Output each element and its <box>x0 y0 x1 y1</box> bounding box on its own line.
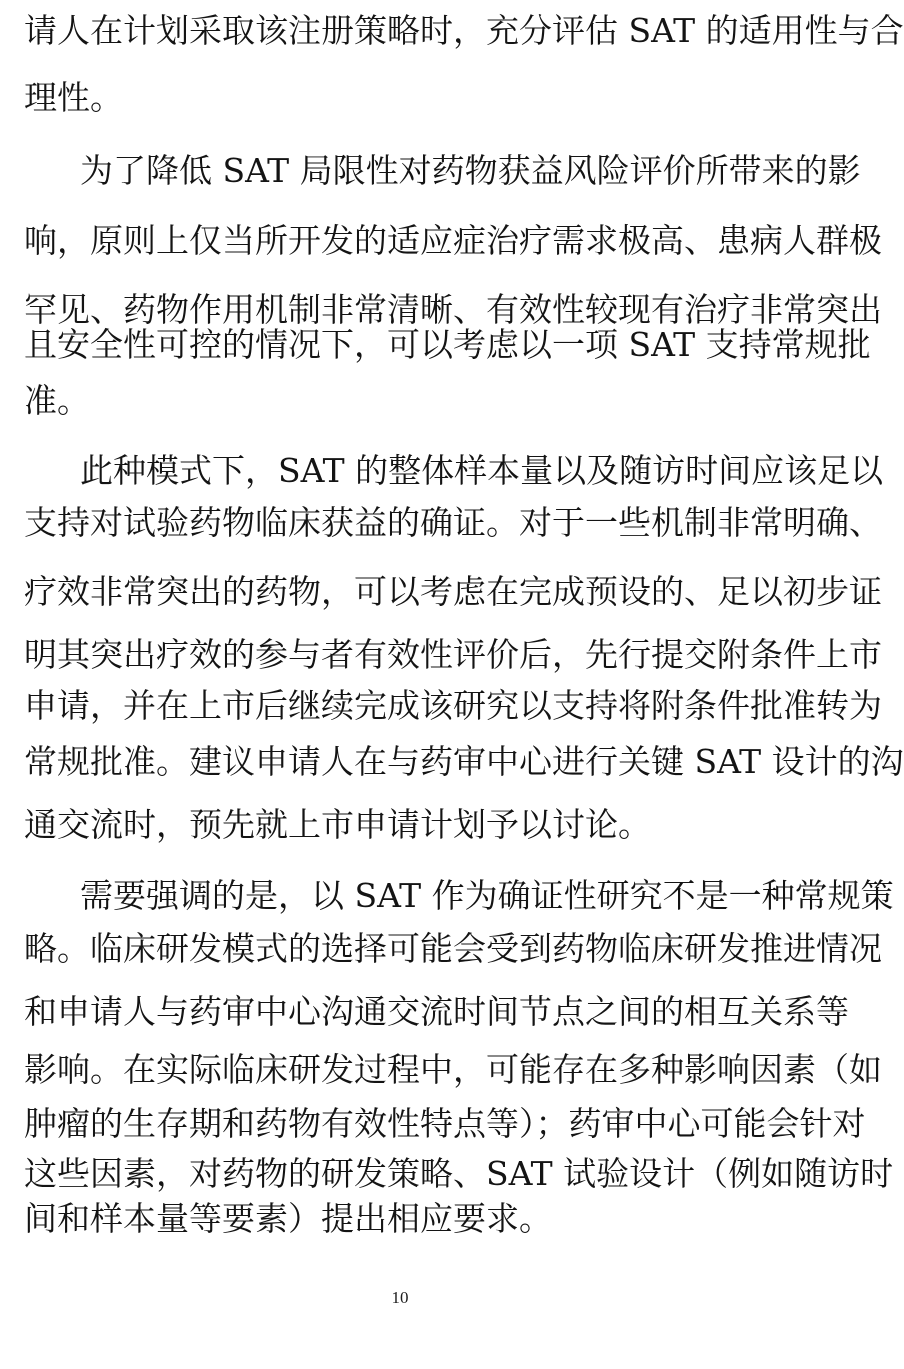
body-text-line: 申请，并在上市后继续完成该研究以支持将附条件批准转为 <box>24 686 882 725</box>
body-text-line: 影响。在实际临床研发过程中，可能存在多种影响因素（如 <box>24 1050 882 1089</box>
body-text-line: 明其突出疗效的参与者有效性评价后，先行提交附条件上市 <box>24 635 882 674</box>
paragraph-first-line: 需要强调的是，以 SAT 作为确证性研究不是一种常规策 <box>80 876 894 915</box>
paragraph-first-line: 此种模式下，SAT 的整体样本量以及随访时间应该足以 <box>80 451 884 490</box>
page-number: 10 <box>391 1288 409 1307</box>
body-text-line: 通交流时，预先就上市申请计划予以讨论。 <box>24 805 651 844</box>
body-text-line: 和申请人与药审中心沟通交流时间节点之间的相互关系等 <box>24 992 849 1031</box>
body-text-line: 且安全性可控的情况下，可以考虑以一项 SAT 支持常规批 <box>24 325 871 364</box>
body-text-line: 请人在计划采取该注册策略时，充分评估 SAT 的适用性与合 <box>24 11 904 50</box>
body-text-line: 略。临床研发模式的选择可能会受到药物临床研发推进情况 <box>24 929 882 968</box>
body-text-line: 准。 <box>24 381 90 420</box>
body-text-line: 响，原则上仅当所开发的适应症治疗需求极高、患病人群极 <box>24 221 882 260</box>
body-text-line: 支持对试验药物临床获益的确证。对于一些机制非常明确、 <box>24 503 882 542</box>
body-text-line: 常规批准。建议申请人在与药审中心进行关键 SAT 设计的沟 <box>24 742 904 781</box>
body-text-line: 这些因素，对药物的研发策略、SAT 试验设计（例如随访时 <box>24 1154 894 1193</box>
body-text-line: 罕见、药物作用机制非常清晰、有效性较现有治疗非常突出 <box>24 290 882 329</box>
body-text-line: 肿瘤的生存期和药物有效性特点等）；药审中心可能会针对 <box>24 1104 866 1143</box>
body-text-line: 间和样本量等要素）提出相应要求。 <box>24 1199 552 1238</box>
body-text-line: 疗效非常突出的药物，可以考虑在完成预设的、足以初步证 <box>24 572 882 611</box>
paragraph-first-line: 为了降低 SAT 局限性对药物获益风险评价所带来的影 <box>80 151 861 190</box>
body-text-line: 理性。 <box>24 78 123 117</box>
